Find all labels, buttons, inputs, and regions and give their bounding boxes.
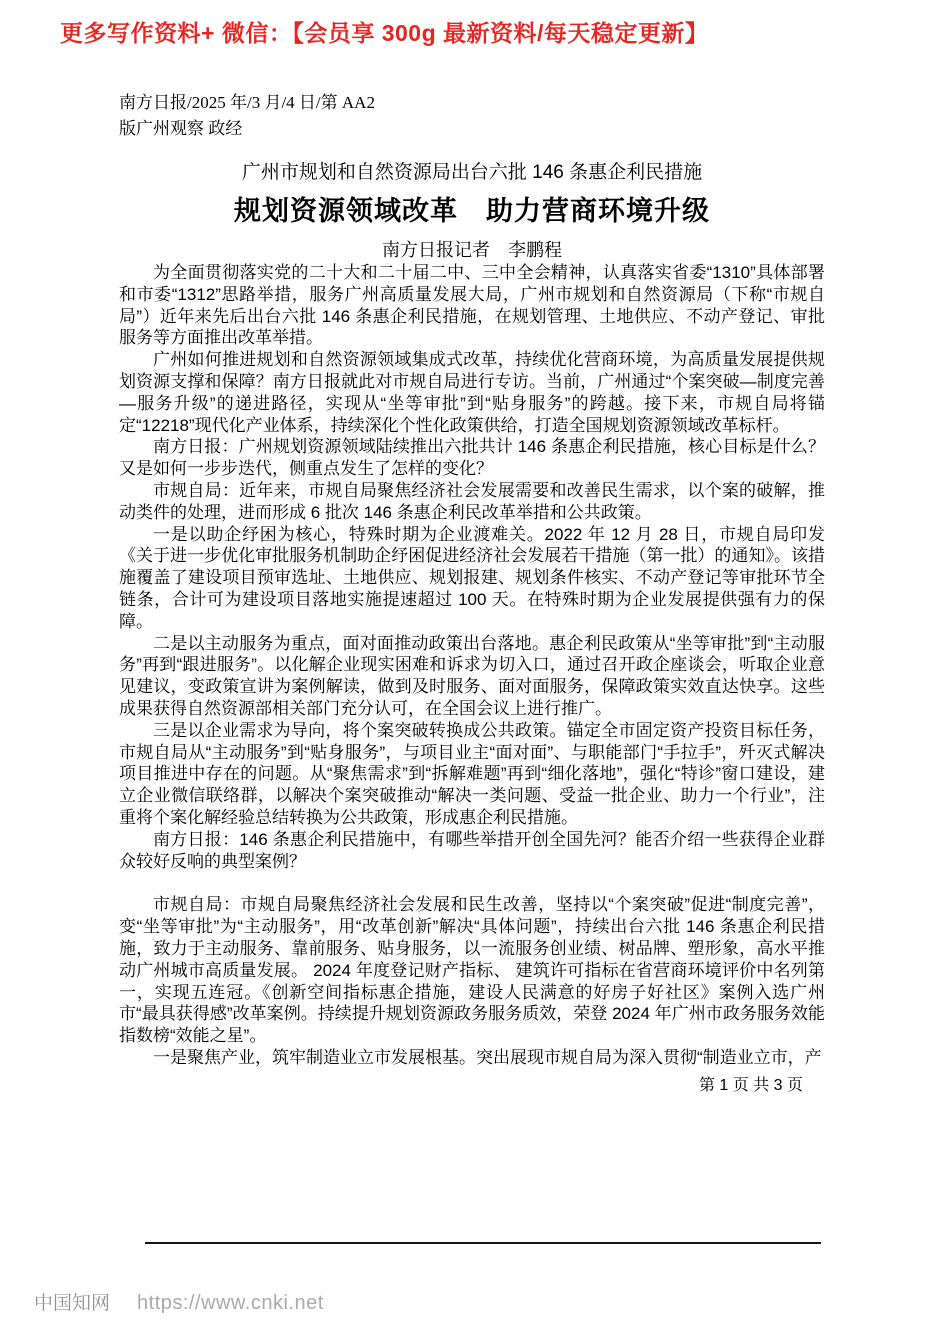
paragraph-question-2: 南方日报：146 条惠企利民措施中，有哪些举措开创全国先河？能否介绍一些获得企业群众较好反响的典型案例？ xyxy=(119,829,825,871)
paragraph-point-3: 三是以企业需求为导向，将个案突破转换成公共政策。锚定全市固定资产投资目标任务，市规自局从“主动服务”到“贴身服务”，与项目业主“面对面”、与职能部门“手拉手”，歼灭式解决项目推进中存在的问题。从“聚焦需求”到“拆解难题”再到“细化落地”，强化“特诊”窗口建设，建立企业微信联络群，以解决个案突破推动“解决一类问题、受益一批企业、助力一个行业”，注重将个案化解经验总结转换为公共政策，形成惠企利民措施。 xyxy=(119,720,825,827)
article-body xyxy=(119,262,825,1069)
paragraph-point-1: 一是以助企纾困为核心，特殊时期为企业渡难关。2022 年 12 月 28 日，市规自局印发《关于进一步优化审批服务机制助企纾困促进经济社会发展若干措施（第一批）的通知》。该措施覆盖了建设项目预审选址、土地供应、规划报建、规划条件核实、不动产登记等审批环节全链条，合计可为建设项目落地实施提速超过 100 天。在特殊时期为企业发展提供强有力的保障。 xyxy=(119,524,825,631)
paragraph-overview: 广州如何推进规划和自然资源领域集成式改革，持续优化营商环境，为高质量发展提供规划资源支撑和保障？南方日报就此对市规自局进行专访。当前，广州通过“个案突破—制度完善—服务升级”的递进路径，实现从“坐等审批”到“贴身服务”的跨越。接下来，市规自局将锚定“12218”现代化产业体系，持续深化个性化政策供给，打造全国规划资源领域改革标杆。 xyxy=(119,350,825,435)
page-indicator: 第 1 页 共 3 页 xyxy=(698,1077,803,1094)
cnki-site-name: 中国知网 xyxy=(34,1293,111,1314)
paragraph-question-1: 南方日报：广州规划资源领域陆续推出六批共计 146 条惠企利民措施，核心目标是什么？又是如何一步步迭代，侧重点发生了怎样的变化？ xyxy=(119,437,825,479)
article-subtitle: 广州市规划和自然资源局出台六批 146 条惠企利民措施 xyxy=(241,162,703,183)
cnki-watermark xyxy=(34,1288,324,1315)
cnki-site-url: https://www.cnki.net xyxy=(137,1292,324,1314)
article-title: 规划资源领域改革 助力营商环境升级 xyxy=(234,196,710,226)
source-line-publication-date: 南方日报/2025 年/3 月/4 日/第 AA2 xyxy=(119,93,375,112)
promo-banner-text: 更多写作资料+ 微信：【会员享 300g 最新资料/每天稳定更新】 xyxy=(60,20,709,46)
paragraph-answer-1: 市规自局：近年来，市规自局聚焦经济社会发展需要和改善民生需求，以个案的破解，推动类件的处理，进而形成 6 批次 146 条惠企利民改革举措和公共政策。 xyxy=(119,480,825,522)
article-header xyxy=(119,157,825,262)
paragraph-intro: 为全面贯彻落实党的二十大和二十届二中、三中全会精神，认真落实省委“1310”具体部署和市委“1312”思路举措，服务广州高质量发展大局，广州市规划和自然资源局（下称“市规自局”）近年来先后出台六批 146 条惠企利民措施，在规划管理、土地供应、不动产登记、审批服务等方面推出改革举措。 xyxy=(119,263,825,348)
paragraph-point-2: 二是以主动服务为重点，面对面推动政策出台落地。惠企利民政策从“坐等审批”到“主动服务”再到“跟进服务”。以化解企业现实困难和诉求为切入口，通过召开政企座谈会，听取企业意见建议，变政策宣讲为案例解读，做到及时服务、面对面服务，保障政策实效直达快享。这些成果获得自然资源部相关部门充分认可，在全国会议上进行推广。 xyxy=(119,633,825,718)
source-line-section: 版广州观察 政经 xyxy=(119,119,243,138)
paragraph-point-industry: 一是聚焦产业，筑牢制造业立市发展根基。突出展现市规自局为深入贯彻“制造业立市，产 xyxy=(153,1047,822,1067)
source-info xyxy=(119,90,375,142)
article-byline: 南方日报记者 李鹏程 xyxy=(382,240,562,260)
footer-divider-line xyxy=(145,1242,821,1244)
paragraph-answer-2: 市规自局：市规自局聚焦经济社会发展和民生改善，坚持以“个案突破”促进“制度完善”，变“坐等审批”为“主动服务”，用“改革创新”解决“具体问题”，持续出台六批 146 条惠企利民措施，致力于主动服务、靠前服务、贴身服务，以一流服务创业绩、树品牌、塑形象，高水平推动广州城市高质量发展。 2024 年度登记财产指标、 建筑许可指标在省营商环境评价中名列第一，实现五连冠。《创新空间指标惠企措施，建设人民满意的好房子好社区》案例入选广州市“最具获得感”改革案例。持续提升规划资源政务服务质效，荣登 2024 年广州市政务服务效能指数榜“效能之星”。 xyxy=(119,895,825,1046)
